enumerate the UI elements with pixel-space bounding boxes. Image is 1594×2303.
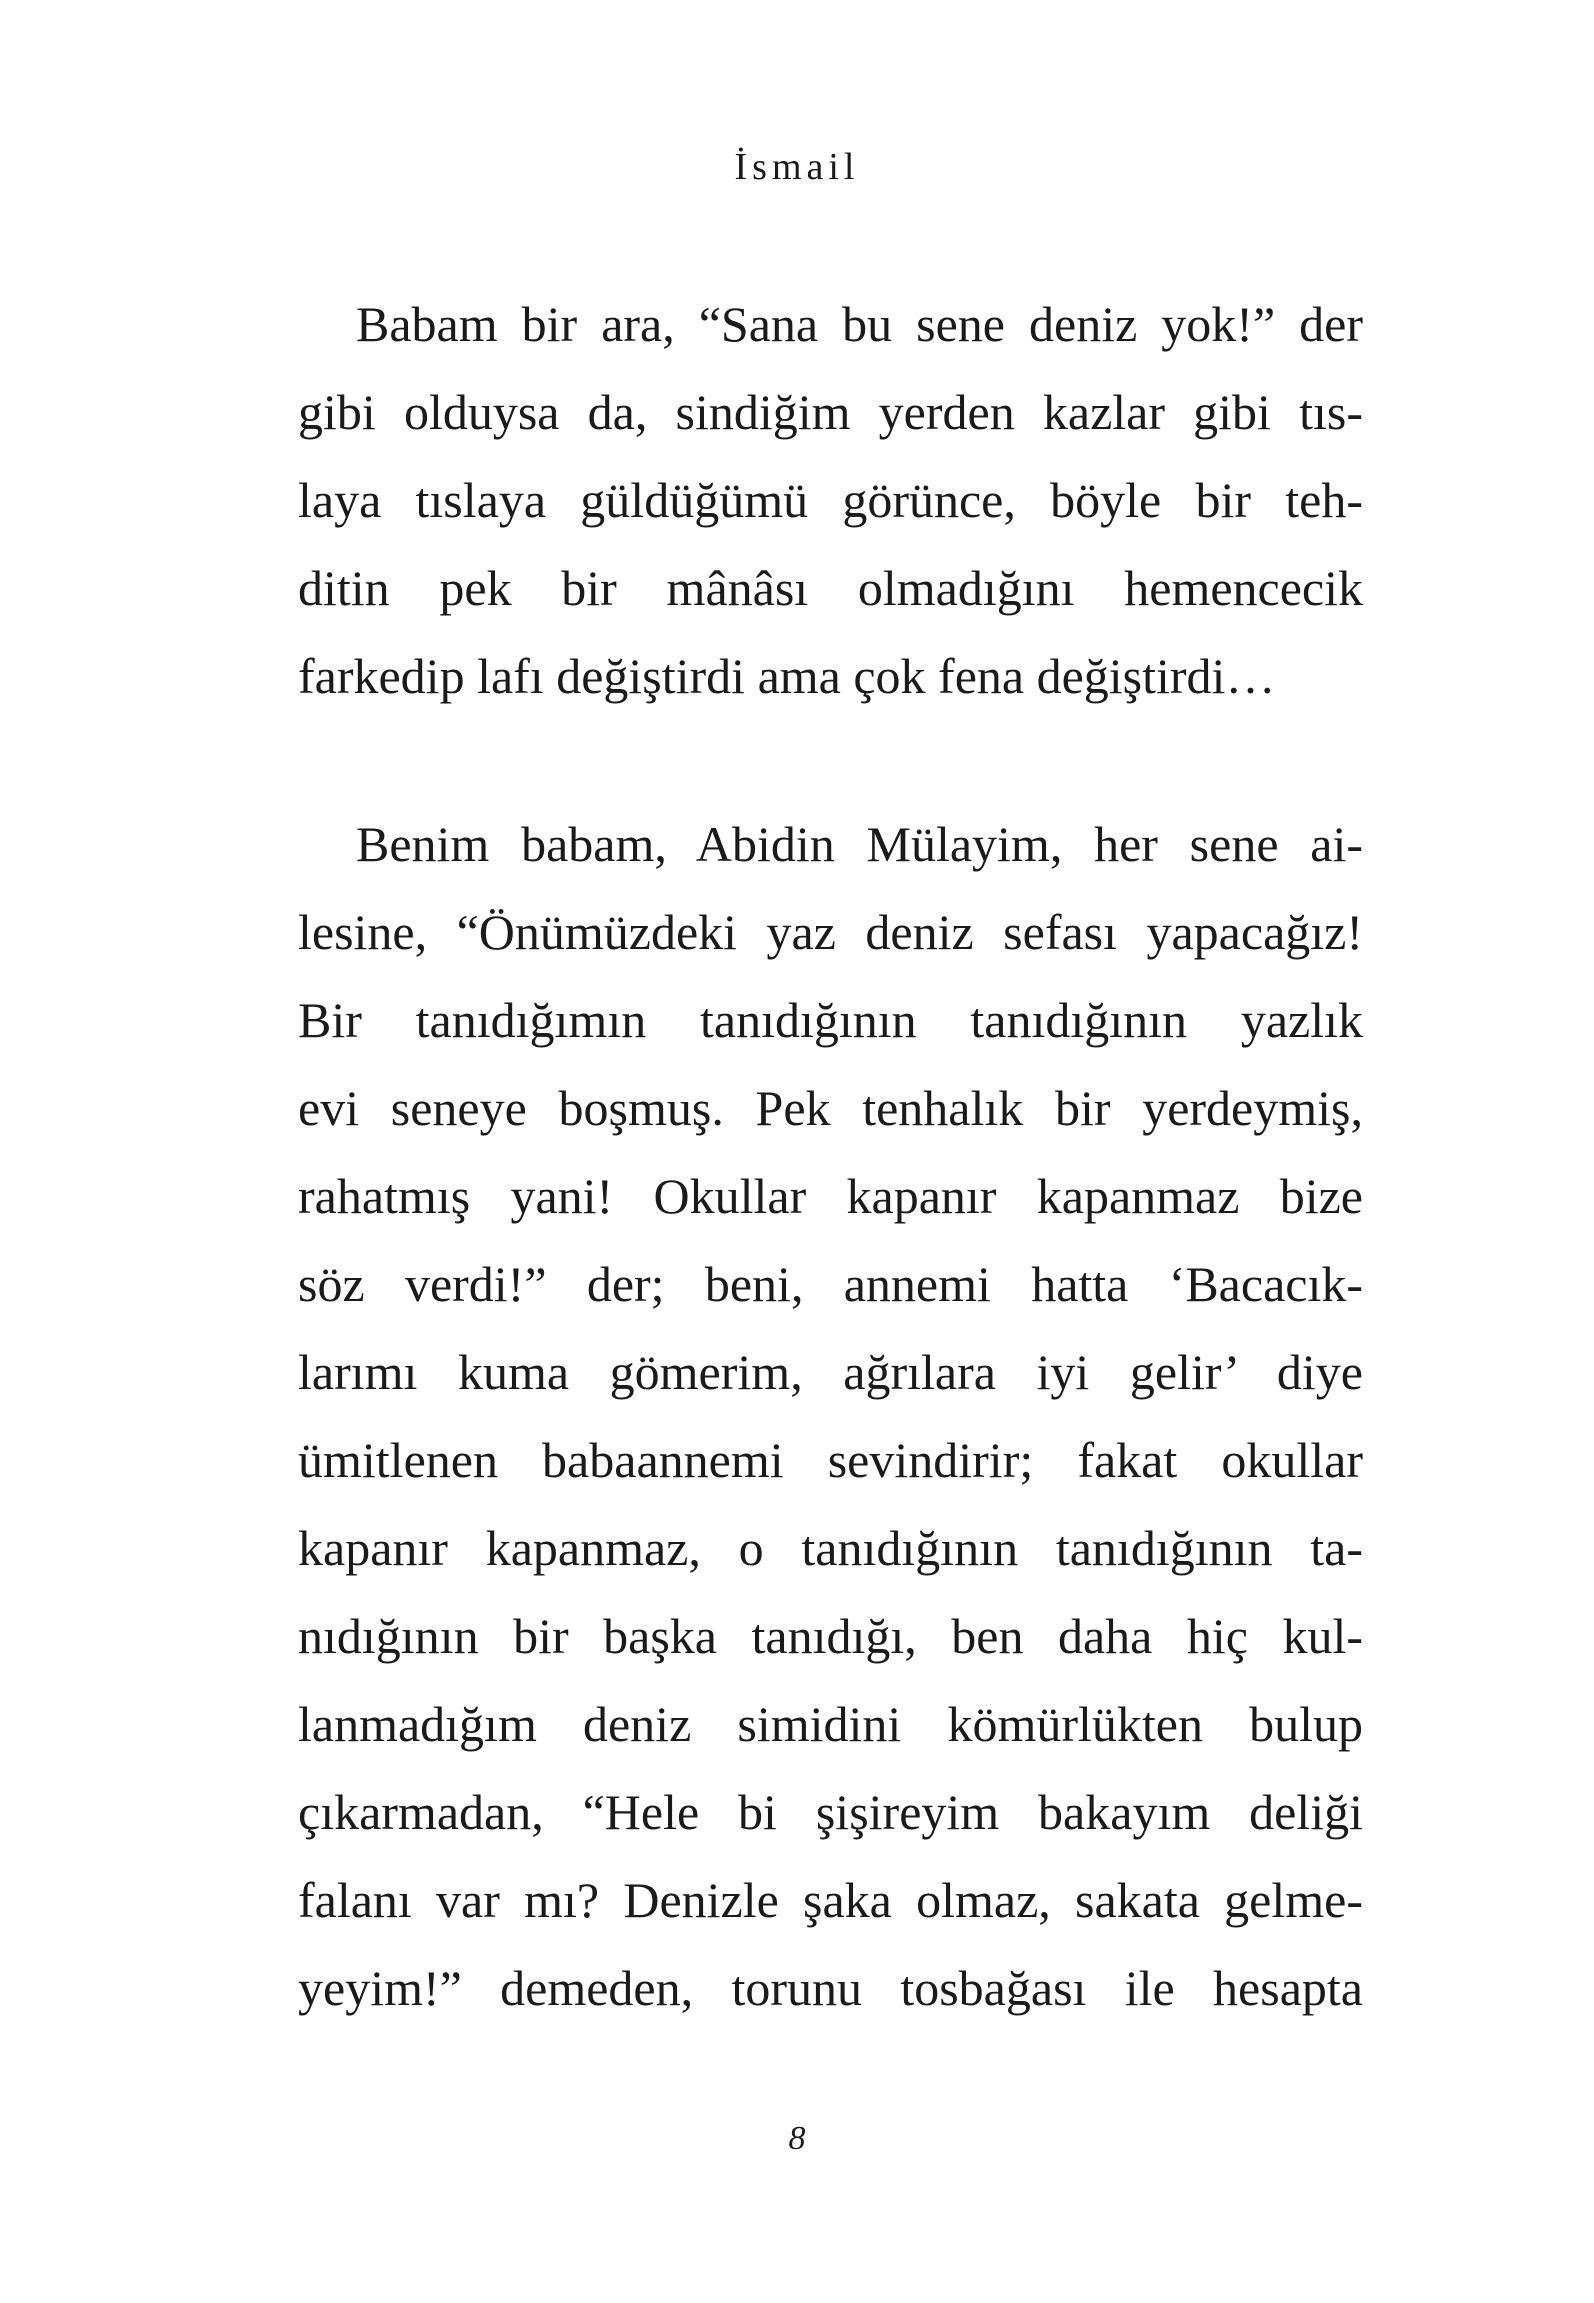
text-line: laya tıslaya güldüğümü görünce, böyle bir teh- [298,472,1363,528]
text-line: rahatmış yani! Okullar kapanır kapanmaz bize [298,1168,1363,1224]
text-line: farkedip lafı değiştirdi ama çok fena değiştirdi… [298,648,1276,704]
text-line: söz verdi!” der; beni, annemi hatta ‘Bacacık- [298,1256,1363,1312]
text-line: gibi olduysa da, sindiğim yerden kazlar gibi tıs- [298,384,1363,440]
running-header: İsmail [734,146,860,188]
text-line: lanmadığım deniz simidini kömürlükten bulup [298,1696,1363,1752]
paragraph-2 [298,800,1363,2032]
text-line: falanı var mı? Denizle şaka olmaz, sakata gelme- [298,1872,1363,1928]
page-number: 8 [788,2120,806,2157]
text-line: nıdığının bir başka tanıdığı, ben daha hiç kul- [298,1608,1363,1664]
text-line: Bir tanıdığımın tanıdığının tanıdığının yazlık [298,992,1363,1048]
text-line: kapanır kapanmaz, o tanıdığının tanıdığının ta- [298,1520,1363,1576]
text-line: çıkarmadan, “Hele bi şişireyim bakayım deliği [298,1784,1363,1840]
paragraph-1 [298,280,1363,720]
text-line: lesine, “Önümüzdeki yaz deniz sefası yapacağız! [298,904,1363,960]
text-line: evi seneye boşmuş. Pek tenhalık bir yerdeymiş, [298,1080,1363,1136]
text-line: yeyim!” demeden, torunu tosbağası ile hesapta [298,1960,1363,2016]
text-line: Babam bir ara, “Sana bu sene deniz yok!” der [356,296,1363,352]
text-line: ümitlenen babaannemi sevindirir; fakat okullar [298,1432,1363,1488]
text-line: larımı kuma gömerim, ağrılara iyi gelir’ diye [298,1344,1363,1400]
text-line: ditin pek bir mânâsı olmadığını hemencecik [298,560,1363,616]
text-line: Benim babam, Abidin Mülayim, her sene ai- [356,816,1363,872]
